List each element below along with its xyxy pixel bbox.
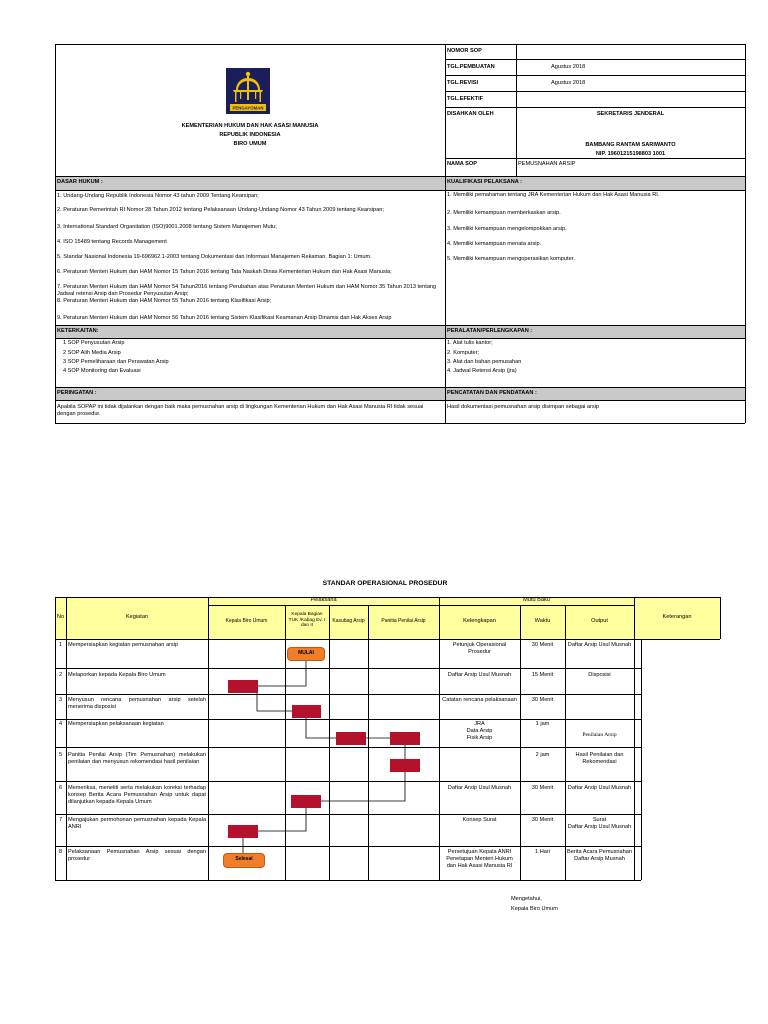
dasar-hukum-item: 5. Standar Nasional Indonesia 19-696962.1-2003 tentang Dokumentasi dan Informasi Manajemen Rekaman. Bagian 1: Umum.: [57, 254, 372, 260]
row-waktu: 2 jam: [535, 752, 550, 758]
footer-mengetahui: Mengetahui,: [511, 896, 542, 902]
peralatan-item: 4. Jadwal Retensi Arsip (jra): [447, 368, 517, 374]
peralatan-item: 2. Komputer;: [447, 350, 480, 356]
row-output: Berita Acara Pemusnahan Daftar Arsip Musnah: [567, 849, 632, 862]
kualifikasi-item: 5. Memiliki kemampuan mengoperasikan komputer.: [447, 256, 575, 262]
flow-connector: [321, 772, 405, 801]
flow-connector: [306, 718, 336, 738]
dasar-hukum-item: 6. Peraturan Menteri Hukum dan HAM Nomor 15 Tahun 2016 tentang Tata Naskah Dinas Kementerian Hukum dan Hak Asasi Manusia;: [57, 269, 392, 275]
row-kelengkapan: Daftar Arsip Usul Musnah: [447, 672, 512, 678]
dasar-hukum-item: 4. ISO 15489 tentang Records Management: [57, 239, 167, 245]
flow-connector: [257, 808, 306, 831]
field-label-efektif: TGL.EFEKTIF: [447, 96, 484, 102]
dasar-hukum-item: 7. Peraturan Menteri Hukum dan HAM Nomor 54 Tahun2016 tentang Perubahan atas Peraturan Menteri Hukum dan HAM Nomor 35 Tahun 2013 tentang Jadwal retensi Arsip dan Prosedur Penyusutan Arsip;: [57, 284, 437, 297]
peralatan-title: PERALATAN/PERLENGKAPAN :: [447, 328, 533, 334]
disahkan-name: BAMBANG RANTAM SARIWANTO: [585, 142, 676, 148]
row-waktu: 1 Hari: [535, 849, 550, 855]
col-header-keterangan: Keterangan: [662, 614, 692, 620]
dasar-hukum-item: 9. Peraturan Menteri Hukum dan HAM Nomor 56 Tahun 2016 tentang Sistem Klasifikasi Keamanan Arsip Dinamis dan Hak Akses Arsip: [57, 315, 392, 321]
dasar-hukum-item: 1. Undang-Undang Republik Indonesia Nomor 43 tahun 2009 Tentang Kearsipan;: [57, 193, 259, 199]
dasar-hukum-item: 3. International Standard Organitation (ISO)9001.2008 tentang Sistem Manajemen Mutu;: [57, 224, 277, 230]
peralatan-item: 1. Alat tulis kantor;: [447, 340, 493, 346]
flow-process-box: [292, 705, 321, 718]
row-output: Daftar Arsip Usul Musnah: [567, 785, 632, 791]
flow-process-box: [336, 732, 366, 745]
row-no: 6: [58, 785, 63, 791]
pencatatan-text: Hasil dokumentasi pemusnahan arsip disimpan sebagai arsip: [447, 404, 600, 410]
footer-kepala-biro: Kepala Biro Umum: [511, 906, 558, 912]
field-value-revisi: Agustus 2018: [551, 80, 586, 86]
row-output: Surat Daftar Arsip Usul Musnah: [567, 817, 632, 830]
org-line-1: KEMENTERIAN HUKUM DAN HAK ASASI MANUSIA: [181, 123, 319, 129]
row-no: 1: [58, 642, 63, 648]
field-label-pembuatan: TGL.PEMBUATAN: [447, 64, 495, 70]
row-kelengkapan: Petunjuk Operasional Prosedur: [452, 642, 507, 655]
row-no: 2: [58, 672, 63, 678]
disahkan-nip: NIP. 19601215198803 1001: [595, 151, 666, 157]
nama-sop-value: PEMUSNAHAN ARSIP: [518, 161, 576, 167]
nama-sop-label: NAMA SOP: [447, 161, 477, 167]
disahkan-label: DISAHKAN OLEH: [447, 111, 494, 117]
keterkaitan-item: 4 SOP Monitoring dan Evaluasi: [63, 368, 141, 374]
row-kelengkapan: Catatan rencana pelaksanaan: [442, 697, 517, 703]
col-header-kegiatan: Kegiatan: [125, 614, 149, 620]
sop-table-title: STANDAR OPERASIONAL PROSEDUR: [322, 580, 448, 587]
row-kelengkapan: Persetujuan Kepala ANRI Penetapan Menteri Hukum dan Hak Asasi Manusia RI: [446, 849, 513, 869]
row-output: Daftar Arsip Usul Musnah: [567, 642, 632, 648]
row-kegiatan: Memeriksa, meneliti serta melakukan koreksi terhadap konsep Berita Acara Pemusnahan Arsip untuk dapat dilanjutkan kepada Kepala Umum: [68, 785, 206, 805]
col-header-pelaksana: Pelaksana: [310, 597, 337, 603]
flow-process-box: [390, 759, 420, 772]
dasar-hukum-title: DASAR HUKUM :: [57, 179, 103, 185]
col-header-mutu: Mutu Baku: [523, 597, 550, 603]
col-header-no: No: [56, 614, 65, 620]
row-no: 7: [58, 817, 63, 823]
row-output: Penilaian Arsip: [582, 732, 617, 738]
row-no: 3: [58, 697, 63, 703]
dasar-hukum-item: 8. Peraturan Menteri Hukum dan HAM Nomor 55 Tahun 2016 tentang Klasifikasi Arsip;: [57, 298, 272, 304]
row-kelengkapan: Daftar Arsip Usul Musnah: [447, 785, 512, 791]
peralatan-item: 3. Alat dan bahan pemusahan: [447, 359, 522, 365]
row-kegiatan: Melaporkan kepada Kepala Biro Umum: [68, 672, 166, 678]
flow-connector: [257, 660, 306, 686]
kualifikasi-item: 4. Memiliki kemampuan menata arsip.: [447, 241, 542, 247]
flow-connector: [257, 686, 292, 711]
row-kegiatan: Menyusun rencana pemusnahan arsip setelah menerima disposisi: [68, 697, 206, 710]
org-line-2: REPUBLIK INDONESIA: [219, 132, 281, 138]
kualifikasi-title: KUALIFIKASI PELAKSANA :: [447, 179, 522, 185]
col-header-actor-4: Panitia Penilai Arsip: [381, 618, 426, 624]
peringatan-title: PERINGATAN :: [57, 390, 97, 396]
flow-process-box: [228, 680, 258, 693]
col-header-waktu: Waktu: [534, 618, 551, 624]
row-kegiatan: Mengajukan permohonan pemusnahan kepada Kepala ANRI: [68, 817, 206, 830]
row-waktu: 30 Menit: [531, 697, 554, 703]
kualifikasi-item: 3. Memiliki kemampuan mengelompokkan arsip.: [447, 226, 567, 232]
col-header-actor-3: Kasubag Arsip: [332, 618, 365, 624]
row-no: 5: [58, 752, 63, 758]
col-header-output: Output: [591, 618, 608, 624]
row-output: Disposisi: [588, 672, 611, 678]
keterkaitan-item: 2 SOP Alih Media Arsip: [63, 350, 121, 356]
kualifikasi-item: 1. Memiliki pemahaman tentang JRA Kementerian Hukum dan Hak Asasi Manusia RI.: [447, 192, 660, 198]
flow-start-terminator: MULAI: [287, 647, 325, 661]
row-waktu: 30 Menit: [531, 785, 554, 791]
row-waktu: 1 jam: [535, 721, 550, 727]
row-waktu: 15 Menit: [531, 672, 554, 678]
keterkaitan-title: KETERKAITAN:: [57, 328, 99, 334]
kualifikasi-item: 2. Memiliki kemampuan memberkaskan arsip.: [447, 210, 561, 216]
field-label-nomor: NOMOR SOP: [447, 48, 482, 54]
flow-process-box: [291, 795, 321, 808]
disahkan-title: SEKRETARIS JENDERAL: [596, 111, 665, 117]
col-header-kelengkapan: Kelengkapan: [463, 618, 496, 624]
row-kegiatan: Pelaksanaan Pemusnahan Arsip sesuai dengan prosedur: [68, 849, 206, 862]
keterkaitan-item: 1 SOP Penyusutan Arsip: [63, 340, 125, 346]
col-header-actor-2: Kepala Bagian TUK /Kabag Ev. I dan II: [288, 612, 326, 628]
peringatan-text: Apabila SOPAP ini tidak dijalankan dengan baik maka pemusnahan arsip di lingkungan Kementerian Hukum dan Hak Asasi Manusia RI tidak sesuai dengan prosedur.: [57, 404, 424, 417]
row-no: 4: [58, 721, 63, 727]
row-waktu: 30 Menit: [531, 817, 554, 823]
row-kegiatan: Mempersiapkan pelaksanaan kegiatan: [68, 721, 164, 727]
pencatatan-title: PENCATATAN DAN PENDATAAN :: [447, 390, 537, 396]
dasar-hukum-item: 2. Peraturan Pemerintah RI Nomor 28 Tahun 2012 tentang Pelaksanaan Undang-Undang Nomor 43 Tahun 2009 tentang Kearsipan;: [57, 207, 384, 213]
row-kegiatan: Panitia Penilai Arsip (Tim Pemusnahan) melakukan penilaian dan menyusun rekomendasi hasil penilaian: [68, 752, 206, 765]
row-kelengkapan: Konsep Surat: [462, 817, 497, 823]
row-no: 8: [58, 849, 63, 855]
keterkaitan-item: 3 SOP Pemeliharaan dan Perawatan Arsip: [63, 359, 169, 365]
flow-process-box: [228, 825, 258, 838]
field-value-pembuatan: Agustus 2018: [551, 64, 586, 70]
flow-process-box: [390, 732, 420, 745]
field-label-revisi: TGL.REVISI: [447, 80, 479, 86]
row-waktu: 30 Menit: [531, 642, 554, 648]
col-header-actor-1: Kepala Biro Umum: [225, 618, 268, 624]
svg-text:PENGAYOMAN: PENGAYOMAN: [232, 105, 264, 111]
flow-end-terminator: Selesai: [223, 853, 265, 868]
row-kegiatan: Mempersiapkan kegiatan pemusnahan arsip: [68, 642, 179, 648]
row-output: Hasil Penilaian dan Rekomendasi: [575, 752, 624, 765]
org-line-3: BIRO UMUM: [233, 141, 267, 147]
row-kelengkapan: JRA Data Arsip Fisik Arsip: [466, 721, 493, 741]
